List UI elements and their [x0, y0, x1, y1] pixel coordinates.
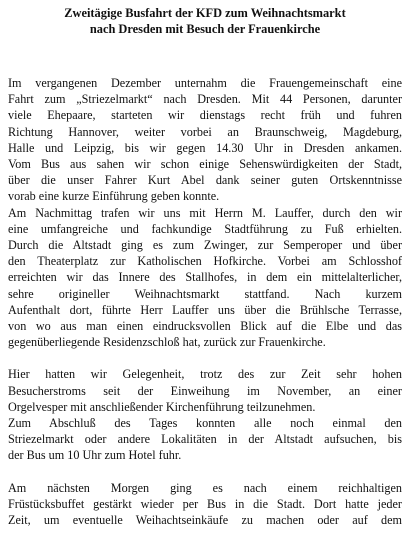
title-line: Zweitägige Busfahrt der KFD zum Weihnachtsmarkt	[64, 6, 346, 20]
text-line: Zum Abschluß des Tages konnten alle noch einmal den	[8, 416, 402, 431]
text-line: gegenüberliegende Residenzschloß hat, zurück zur Frauenkirche.	[8, 335, 326, 350]
text-line: Im vergangenen Dezember unternahm die Frauengemeinschaft eine	[8, 76, 402, 90]
document-body	[8, 75, 402, 528]
text-line: Striezelmarkt oder andere Lokalitäten in der Altstadt aufsuchen, bis	[8, 432, 402, 447]
text-line: Früstücksbuffet gestärkt wieder per Bus in die Stadt. Dort hatte jeder	[8, 496, 402, 511]
text-line: Besucherstroms seit der Einweihung im November, an einer	[8, 383, 402, 398]
document-title	[8, 6, 402, 37]
text-line: Aufenthalt dort, führte Herr Lauffer uns über die Brühlsche Terrasse,	[8, 302, 402, 317]
text-line: erreichten wir das Innere des Stallhofes, in dem ein mittelalterlicher,	[8, 270, 402, 285]
paragraph-2	[8, 366, 402, 463]
text-line: Fahrt zum „Striezelmarkt“ nach Dresden. Mit 44 Personen, darunter	[8, 92, 402, 107]
title-line: nach Dresden mit Besuch der Frauenkirche	[89, 21, 321, 36]
text-line: Am Nachmittag trafen wir uns mit Herrn M. Lauffer, durch den wir	[8, 205, 402, 220]
paragraph-3	[8, 480, 402, 529]
text-line: Zeit, um eventuelle Weihachtseinkäufe zu machen oder auf dem	[8, 513, 402, 528]
text-line: Durch die Altstadt ging es zum Zwinger, zur Semperoper und über	[8, 238, 402, 253]
text-line: sehre origineller Weihnachtsmarkt stattfand. Nach kurzem	[8, 286, 402, 301]
text-line: vorab eine kurze Einführung geben konnte.	[8, 189, 220, 204]
text-line: den Theaterplatz zur Katholischen Hofkirche. Vorbei am Schlosshof	[8, 254, 402, 269]
text-line: Orgelvesper mit anschließender Kirchenführung teilzunehmen.	[8, 399, 316, 414]
text-line: Hier hatten wir Gelegenheit, trotz des zur Zeit sehr hohen	[8, 367, 402, 382]
text-line: Halle und Leipzig, bis wir gegen 14.30 Uhr in Dresden ankamen.	[8, 140, 402, 155]
text-line: über die unser Fahrer Kurt Abel dank seiner guten Ortskenntnisse	[8, 173, 402, 188]
paragraph-1	[8, 75, 402, 350]
text-line: der Bus um 10 Uhr zum Hotel fuhr.	[8, 448, 182, 463]
paragraph-gap	[8, 350, 402, 366]
text-line: eine umfangreiche und fachkundige Stadtführung zu Fuß erhielten.	[8, 221, 402, 236]
text-line: viele Ehepaare, starteten wir dienstags recht früh und fuhren	[8, 108, 402, 123]
text-line: Richtung Hannover, weiter vorbei an Braunschweig, Magdeburg,	[8, 124, 402, 139]
text-line: Am nächsten Morgen ging es nach einem reichhaltigen	[8, 480, 402, 495]
text-line: Vom Bus aus sahen wir schon einige Sehenswürdigkeiten der Stadt,	[8, 157, 402, 172]
paragraph-gap	[8, 464, 402, 480]
text-line: von wo aus man einen eindrucksvollen Blick auf die Elbe und das	[8, 319, 402, 334]
